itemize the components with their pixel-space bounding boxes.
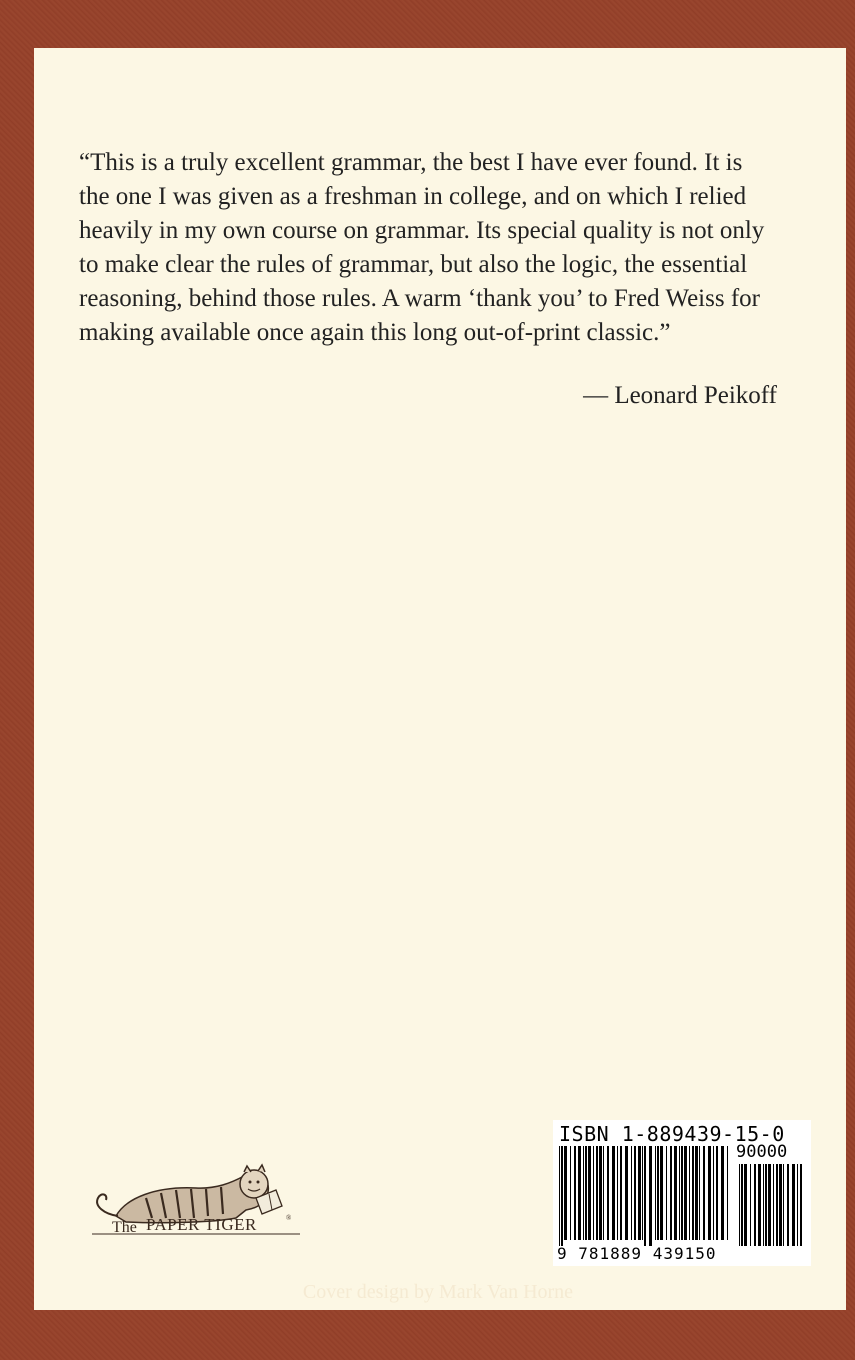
barcode-bar bbox=[721, 1146, 724, 1240]
barcode-bar bbox=[559, 1146, 560, 1246]
barcode-bar bbox=[783, 1164, 784, 1246]
barcode-bar bbox=[599, 1146, 602, 1240]
barcode-bar bbox=[660, 1146, 663, 1240]
barcode-bar bbox=[655, 1146, 656, 1240]
barcode-bar bbox=[763, 1164, 764, 1246]
barcode-bar bbox=[631, 1146, 632, 1240]
price-code: 90000 bbox=[736, 1142, 788, 1162]
barcode-bar bbox=[564, 1146, 567, 1240]
endorsement-quote bbox=[79, 146, 839, 350]
barcode-bar bbox=[695, 1146, 698, 1240]
barcode-bar bbox=[741, 1164, 743, 1246]
barcode-bar bbox=[773, 1164, 774, 1246]
barcode-bar bbox=[603, 1146, 604, 1240]
barcode-bar bbox=[716, 1146, 718, 1240]
cover-design-credit: Cover design by Mark Van Horne bbox=[302, 1281, 574, 1303]
svg-text:PAPER TIGER: PAPER TIGER bbox=[146, 1215, 257, 1234]
barcode-bar bbox=[612, 1146, 615, 1240]
barcode-bar bbox=[681, 1146, 683, 1240]
barcode-bar bbox=[684, 1146, 687, 1240]
barcode-bar bbox=[578, 1146, 581, 1240]
barcode-bar bbox=[699, 1146, 700, 1240]
barcode-bar bbox=[708, 1146, 711, 1240]
barcode-bar bbox=[596, 1146, 598, 1240]
quote-attribution: — Leonard Peikoff bbox=[583, 382, 777, 409]
barcode-bar bbox=[800, 1164, 802, 1246]
addon-barcode-bars bbox=[733, 1160, 808, 1250]
barcode-bar bbox=[634, 1146, 636, 1240]
barcode-bar bbox=[754, 1164, 756, 1246]
barcode-bar bbox=[739, 1164, 740, 1246]
barcode-bar bbox=[638, 1146, 641, 1240]
barcode-bar bbox=[776, 1164, 778, 1246]
barcode-bar bbox=[585, 1146, 587, 1240]
quote-line: “This is a truly excellent grammar, the best I have ever found. It is bbox=[79, 149, 743, 176]
ean-digits: 9 781889 439150 bbox=[557, 1244, 717, 1263]
quote-line: reasoning, behind those rules. A warm ‘thank you’ to Fred Weiss for bbox=[79, 285, 760, 312]
quote-line: the one I was given as a freshman in college, and on which I relied bbox=[79, 183, 747, 210]
isbn-barcode bbox=[553, 1120, 811, 1266]
barcode-bar bbox=[768, 1164, 771, 1246]
barcode-bar bbox=[779, 1164, 782, 1246]
barcode-bar bbox=[657, 1146, 659, 1240]
barcode-bar bbox=[642, 1146, 643, 1240]
barcode-bar bbox=[620, 1146, 622, 1240]
quote-line: to make clear the rules of grammar, but also the logic, the essential bbox=[79, 251, 748, 278]
barcode-bar bbox=[744, 1164, 747, 1246]
quote-line: making available once again this long out-of-print classic.” bbox=[79, 319, 671, 346]
svg-text:The: The bbox=[112, 1219, 137, 1236]
barcode-bar bbox=[574, 1146, 576, 1240]
barcode-bar bbox=[787, 1164, 789, 1246]
quote-line: heavily in my own course on grammar. Its special quality is not only bbox=[79, 217, 765, 244]
barcode-bar bbox=[689, 1146, 690, 1240]
barcode-bar bbox=[792, 1164, 795, 1246]
ean-barcode-bars bbox=[553, 1140, 733, 1248]
barcode-bar bbox=[679, 1146, 680, 1240]
barcode-bar bbox=[797, 1164, 798, 1246]
barcode-bar bbox=[649, 1146, 652, 1246]
barcode-bar bbox=[674, 1146, 677, 1240]
barcode-bar bbox=[666, 1146, 667, 1240]
publisher-logo bbox=[86, 1158, 306, 1244]
barcode-bar bbox=[583, 1146, 584, 1240]
barcode-bar bbox=[703, 1146, 705, 1240]
barcode-bar bbox=[561, 1146, 563, 1246]
barcode-bar bbox=[670, 1146, 672, 1240]
barcode-bar bbox=[750, 1164, 751, 1246]
barcode-bar bbox=[588, 1146, 591, 1240]
barcode-bar bbox=[570, 1146, 571, 1240]
barcode-bar bbox=[593, 1146, 594, 1240]
isbn-number: ISBN 1-889439-15-0 bbox=[559, 1122, 785, 1146]
barcode-bar bbox=[625, 1146, 628, 1240]
barcode-bar bbox=[692, 1146, 694, 1240]
barcode-bar bbox=[765, 1164, 767, 1246]
tiger-reading-book-icon bbox=[86, 1158, 306, 1244]
barcode-bar bbox=[617, 1146, 618, 1240]
barcode-bar bbox=[758, 1164, 761, 1246]
barcode-bar bbox=[644, 1146, 646, 1246]
barcode-bar bbox=[713, 1146, 714, 1240]
barcode-bar bbox=[607, 1146, 609, 1240]
svg-text:®: ® bbox=[286, 1214, 292, 1222]
barcode-bar bbox=[727, 1146, 728, 1240]
